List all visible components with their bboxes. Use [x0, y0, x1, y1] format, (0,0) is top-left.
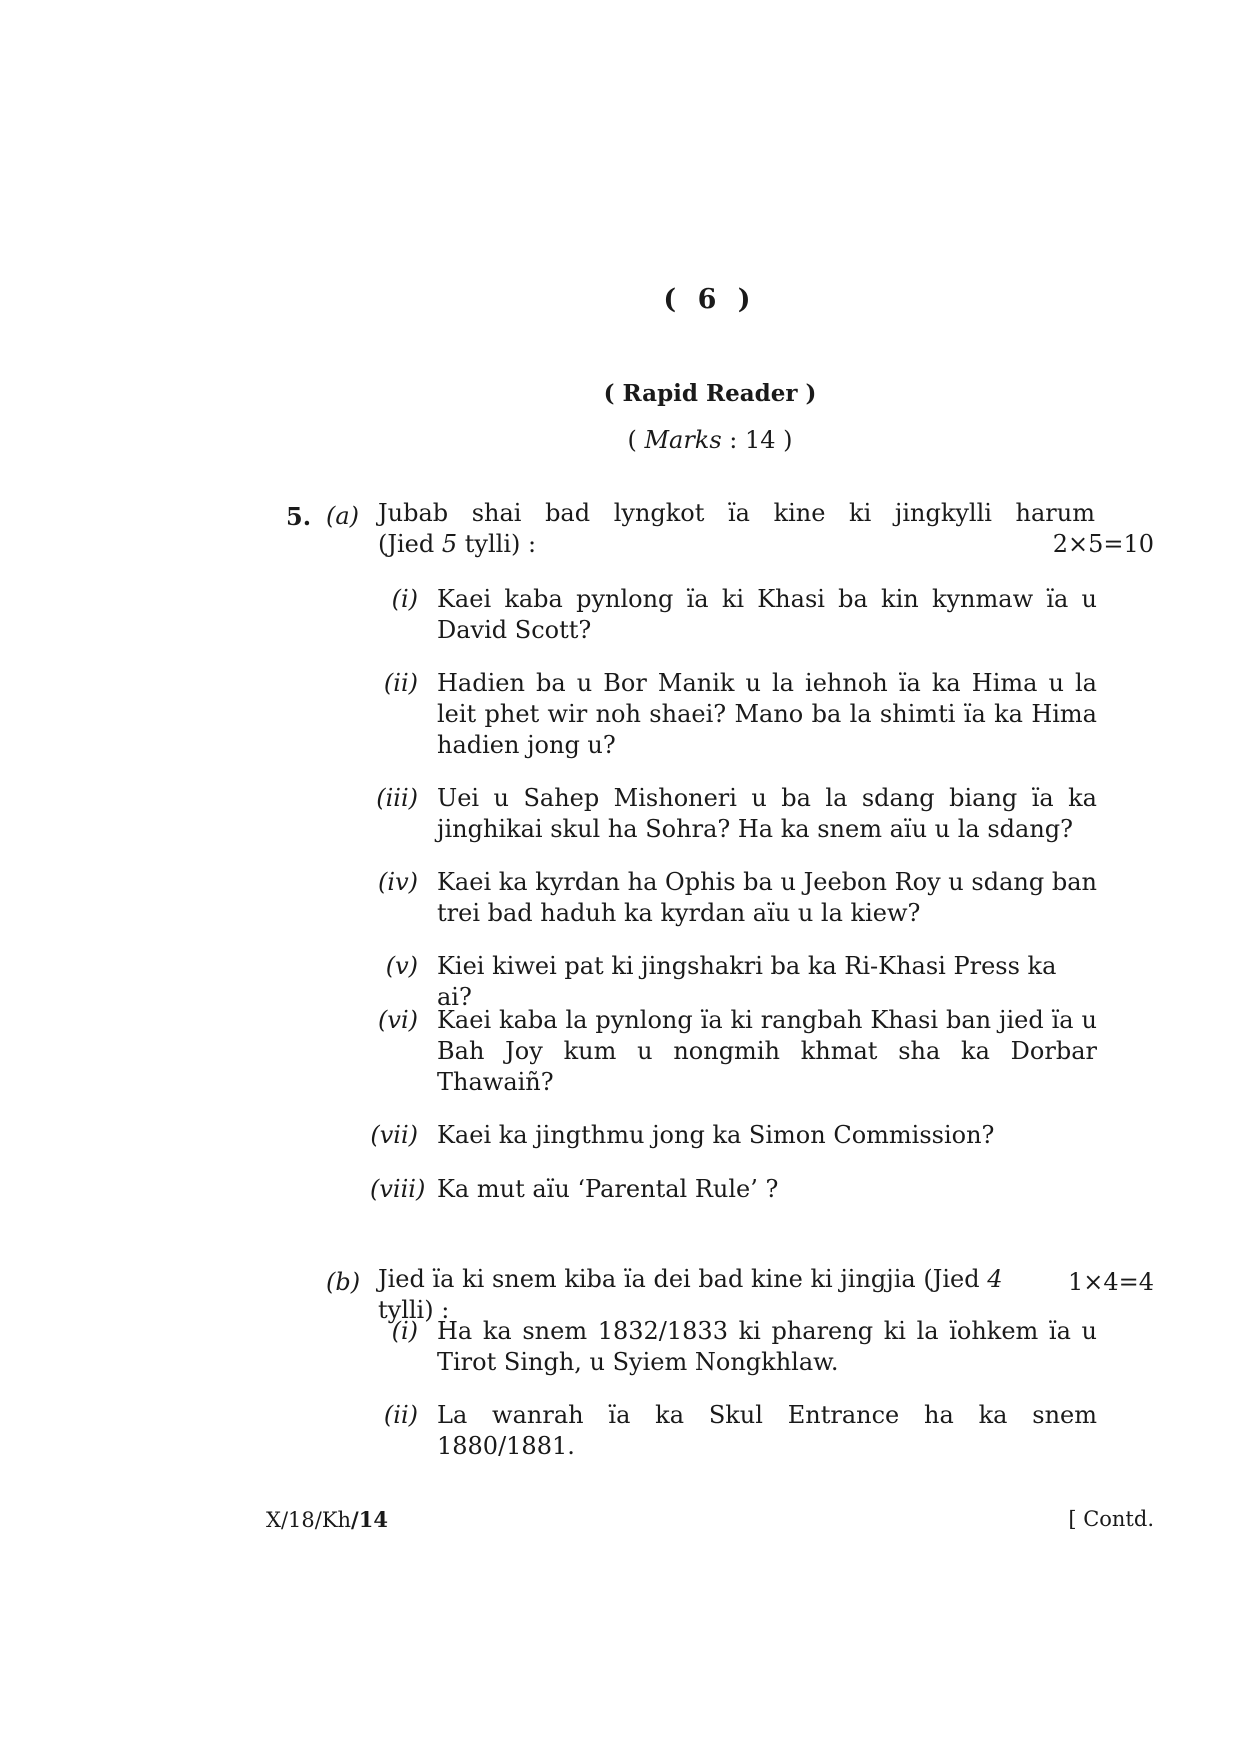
item-text: Kaei kaba pynlong ïa ki Khasi ba kin kynmaw ïa u David Scott? [437, 585, 1097, 644]
section-title: ( Rapid Reader ) [603, 380, 817, 407]
paper-code [266, 1507, 388, 1532]
part-a-line1: Jubab shai bad lyngkot ïa kine ki jingkylli harum [378, 499, 1095, 527]
item-label: (i) [391, 1317, 418, 1345]
marks-rest: : 14 ) [721, 426, 793, 454]
item-text: Ha ka snem 1832/1833 ki phareng ki la ïohkem ïa u Tirot Singh, u Syiem Nongkhlaw. [437, 1317, 1097, 1376]
part-b-text-pre: Jied ïa ki snem kiba ïa dei bad kine ki jingjia (Jied [378, 1265, 988, 1293]
page-number: ( 6 ) [663, 284, 757, 315]
marks-open: ( [627, 426, 645, 454]
part-b-text-post: tylli) : [378, 1296, 450, 1324]
item-text: La wanrah ïa ka Skul Entrance ha ka snem 1880/1881. [437, 1401, 1097, 1460]
item-label: (viii) [370, 1175, 426, 1203]
part-a-instruction [378, 498, 1095, 560]
marks-word: Marks [644, 426, 722, 454]
item-label: (i) [391, 585, 418, 613]
item-text: Kaei kaba la pynlong ïa ki rangbah Khasi ban jied ïa u Bah Joy kum u nongmih khmat sha ka Dorbar Thawaiñ? [437, 1006, 1097, 1096]
part-a-line2-pre: (Jied [378, 530, 442, 558]
part-a-label: (a) [326, 502, 360, 530]
part-a-line2-post: tylli) : [457, 530, 537, 558]
section-marks [0, 426, 1242, 454]
item-text: Uei u Sahep Mishoneri u ba la sdang biang ïa ka jinghikai skul ha Sohra? Ha ka snem aïu u la sdang? [437, 784, 1097, 843]
part-b-text-num: 4 [987, 1265, 1003, 1293]
item-text: Kaei ka jingthmu jong ka Simon Commission? [437, 1121, 995, 1149]
item-label: (ii) [383, 1401, 418, 1429]
item-text: Ka mut aïu ‘Parental Rule’ ? [437, 1175, 779, 1203]
item-label: (vii) [370, 1121, 418, 1149]
item-label: (iv) [378, 868, 418, 896]
paper-code-suffix: /14 [351, 1507, 388, 1532]
part-a-line2-num: 5 [441, 530, 458, 558]
question-number: 5. [286, 502, 312, 531]
part-a-marks: 2×5=10 [1052, 530, 1154, 558]
item-label: (v) [385, 952, 418, 980]
continued-marker: [ Contd. [1068, 1507, 1154, 1531]
paper-code-prefix: X/18/Kh [266, 1508, 352, 1532]
item-label: (iii) [376, 784, 418, 812]
item-text: Kiei kiwei pat ki jingshakri ba ka Ri-Khasi Press ka ai? [437, 952, 1057, 1011]
item-text: Hadien ba u Bor Manik u la iehnoh ïa ka Hima u la leit phet wir noh shaei? Mano ba la shimti ïa ka Hima hadien jong u? [437, 669, 1097, 759]
item-label: (vi) [378, 1006, 418, 1034]
part-b-label: (b) [326, 1268, 361, 1296]
item-text: Kaei ka kyrdan ha Ophis ba u Jeebon Roy u sdang ban trei bad haduh ka kyrdan aïu u la kiew? [437, 868, 1097, 927]
item-label: (ii) [383, 669, 418, 697]
part-a-line2 [378, 529, 1095, 560]
part-b-marks: 1×4=4 [1067, 1268, 1154, 1296]
